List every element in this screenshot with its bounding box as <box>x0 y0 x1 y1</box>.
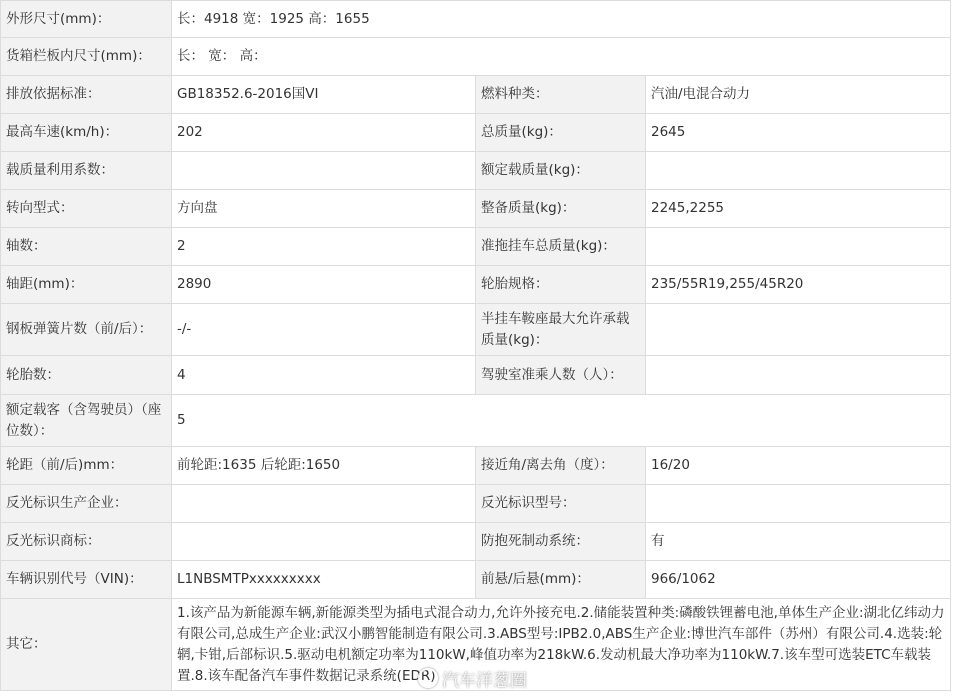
max-speed-value: 202 <box>172 114 476 152</box>
abs-value: 有 <box>646 523 951 561</box>
gross-mass-value: 2645 <box>646 114 951 152</box>
curb-weight-value: 2245,2255 <box>646 190 951 228</box>
tire-spec-label: 轮胎规格： <box>476 266 646 304</box>
wheelbase-value: 2890 <box>172 266 476 304</box>
overhang-label: 前悬/后悬(mm)： <box>476 561 646 599</box>
reflector-brand-value <box>172 523 476 561</box>
reflector-maker-value <box>172 485 476 523</box>
vin-value: L1NBSMTPxxxxxxxxx <box>172 561 476 599</box>
rated-passengers-value: 5 <box>172 395 951 447</box>
table-row <box>1 485 951 523</box>
cab-passengers-label: 驾驶室准乘人数（人）： <box>476 356 646 395</box>
rated-load-value <box>646 152 951 190</box>
reflector-maker-label: 反光标识生产企业： <box>1 485 172 523</box>
trailer-mass-value <box>646 228 951 266</box>
leaf-spring-value: -/- <box>172 304 476 356</box>
table-row <box>1 190 951 228</box>
vin-label: 车辆识别代号（VIN)： <box>1 561 172 599</box>
curb-weight-label: 整备质量(kg)： <box>476 190 646 228</box>
table-row <box>1 356 951 395</box>
cab-passengers-value <box>646 356 951 395</box>
leaf-spring-label: 钢板弹簧片数（前/后）： <box>1 304 172 356</box>
axle-count-value: 2 <box>172 228 476 266</box>
table-row <box>1 523 951 561</box>
table-row <box>1 561 951 599</box>
table-row <box>1 1 951 38</box>
load-utilization-label: 载质量利用系数： <box>1 152 172 190</box>
tire-spec-value: 235/55R19,255/45R20 <box>646 266 951 304</box>
reflector-model-value <box>646 485 951 523</box>
table-row <box>1 152 951 190</box>
tire-count-value: 4 <box>172 356 476 395</box>
abs-label: 防抱死制动系统： <box>476 523 646 561</box>
fuel-type-value: 汽油/电混合动力 <box>646 76 951 114</box>
emission-standard-value: GB18352.6-2016国VI <box>172 76 476 114</box>
cargo-box-size-label: 货箱栏板内尺寸(mm)： <box>1 38 172 76</box>
max-speed-label: 最高车速(km/h)： <box>1 114 172 152</box>
watermark-text: 汽车洋葱圈 <box>442 670 527 691</box>
table-row <box>1 599 951 691</box>
track-width-value: 前轮距:1635 后轮距:1650 <box>172 447 476 485</box>
emission-standard-label: 排放依据标准： <box>1 76 172 114</box>
saddle-load-value <box>646 304 951 356</box>
overhang-value: 966/1062 <box>646 561 951 599</box>
approach-departure-label: 接近角/离去角（度）： <box>476 447 646 485</box>
steering-type-value: 方向盘 <box>172 190 476 228</box>
table-row <box>1 228 951 266</box>
tire-count-label: 轮胎数： <box>1 356 172 395</box>
table-row <box>1 304 951 356</box>
approach-departure-value: 16/20 <box>646 447 951 485</box>
cargo-box-size-value: 长： 宽： 高： <box>172 38 951 76</box>
rated-passengers-label: 额定载客（含驾驶员）（座位数）： <box>1 395 172 447</box>
other-label: 其它： <box>1 599 172 691</box>
reflector-model-label: 反光标识型号： <box>476 485 646 523</box>
table-row <box>1 395 951 447</box>
dimensions-value: 长：4918 宽：1925 高：1655 <box>172 1 951 38</box>
gross-mass-label: 总质量(kg)： <box>476 114 646 152</box>
table-row <box>1 266 951 304</box>
axle-count-label: 轴数： <box>1 228 172 266</box>
trailer-mass-label: 准拖挂车总质量(kg)： <box>476 228 646 266</box>
saddle-load-label: 半挂车鞍座最大允许承载质量(kg)： <box>476 304 646 356</box>
other-value: 1.该产品为新能源车辆,新能源类型为插电式混合动力,允许外接充电.2.储能装置种类:磷酸铁锂蓄电池,单体生产企业:湖北亿纬动力有限公司,总成生产企业:武汉小鹏智能制造有限公司.3.ABS型号:IPB2.0,ABS生产企业:博世汽车部件（苏州）有限公司.4.选装:轮辋,卡钳,后部标识.5.驱动电机额定功率为110kW,峰值功率为218kW.6.发动机最大净功率为110kW.7.该车型可选装ETC车载装置.8.该车配备汽车事件数据记录系统(EDR) <box>172 599 951 691</box>
dimensions-label: 外形尺寸(mm)： <box>1 1 172 38</box>
rated-load-label: 额定载质量(kg)： <box>476 152 646 190</box>
reflector-brand-label: 反光标识商标： <box>1 523 172 561</box>
wheelbase-label: 轴距(mm)： <box>1 266 172 304</box>
table-row <box>1 38 951 76</box>
table-row <box>1 76 951 114</box>
table-row <box>1 114 951 152</box>
table-row <box>1 447 951 485</box>
steering-type-label: 转向型式： <box>1 190 172 228</box>
track-width-label: 轮距（前/后)mm： <box>1 447 172 485</box>
load-utilization-value <box>172 152 476 190</box>
fuel-type-label: 燃料种类： <box>476 76 646 114</box>
